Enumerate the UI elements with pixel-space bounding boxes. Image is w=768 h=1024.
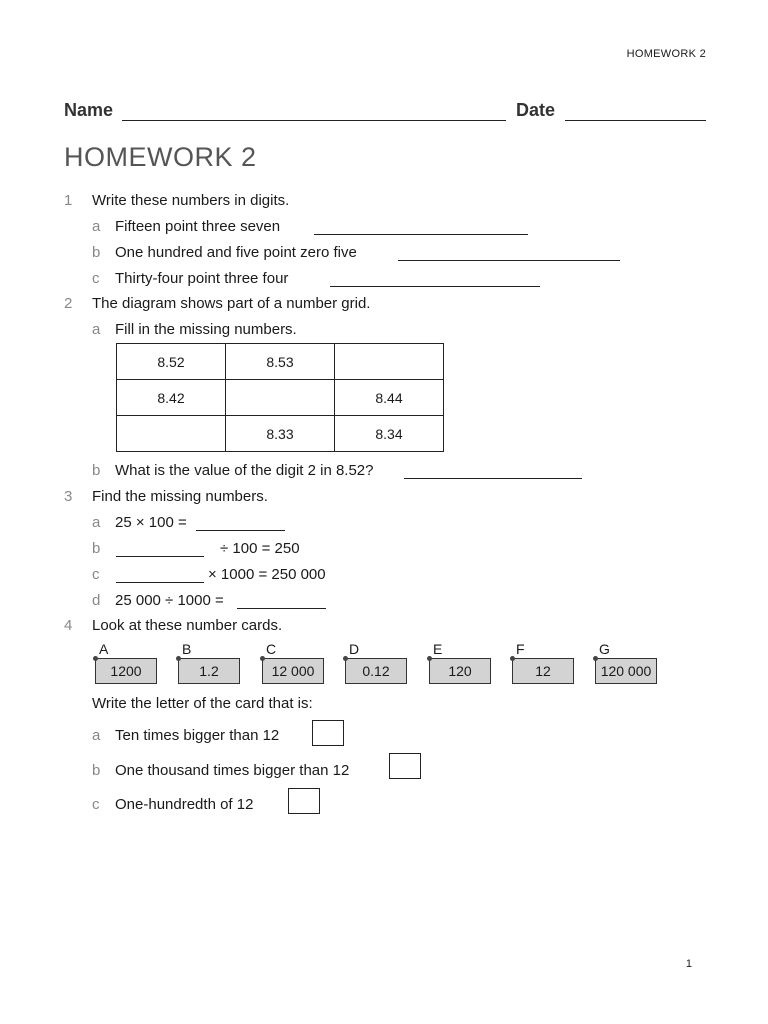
q1b-text: One hundred and five point zero five xyxy=(115,244,357,261)
page-title: HOMEWORK 2 xyxy=(64,142,257,172)
q3c-answer-line[interactable] xyxy=(116,582,204,583)
card-value: 120 xyxy=(448,663,472,679)
card-value: 120 000 xyxy=(600,663,652,679)
number-card-g xyxy=(595,658,657,684)
grid-cell: 8.44 xyxy=(335,380,444,416)
question-number-3: 3 xyxy=(64,488,73,505)
question-3-text: Find the missing numbers. xyxy=(92,488,268,505)
grid-row xyxy=(117,416,444,452)
card-value: 12 xyxy=(535,663,551,679)
q4a-text: Ten times bigger than 12 xyxy=(115,727,280,744)
q2a-letter: a xyxy=(92,321,101,338)
card-label-e: E xyxy=(433,641,443,657)
q3b-text: ÷ 100 = 250 xyxy=(220,540,300,557)
q4b-answer-box[interactable] xyxy=(389,753,421,779)
grid-cell: 8.52 xyxy=(117,344,226,380)
card-value: 12 000 xyxy=(271,663,315,679)
q1a-answer-line[interactable] xyxy=(314,234,528,235)
card-value: 1200 xyxy=(110,663,142,679)
card-label-g: G xyxy=(599,641,610,657)
card-pin xyxy=(343,656,348,661)
number-card-f xyxy=(512,658,574,684)
card-value: 1.2 xyxy=(199,663,219,679)
q1a-text: Fifteen point three seven xyxy=(115,218,281,235)
q3b-answer-line[interactable] xyxy=(116,556,204,557)
q4c-answer-box[interactable] xyxy=(288,788,320,814)
number-card-b xyxy=(178,658,240,684)
q3c-letter: c xyxy=(92,566,100,583)
number-card-a xyxy=(95,658,157,684)
q4b-text: One thousand times bigger than 12 xyxy=(115,762,350,779)
grid-cell-blank[interactable] xyxy=(335,344,444,380)
q1c-answer-line[interactable] xyxy=(330,286,540,287)
q1b-letter: b xyxy=(92,244,101,261)
question-number-1: 1 xyxy=(64,192,73,209)
grid-row xyxy=(117,344,444,380)
q1c-text: Thirty-four point three four xyxy=(115,270,289,287)
q1c-letter: c xyxy=(92,270,100,287)
name-field[interactable] xyxy=(122,120,506,121)
grid-cell-blank[interactable] xyxy=(117,416,226,452)
q3d-answer-line[interactable] xyxy=(237,608,326,609)
q1b-answer-line[interactable] xyxy=(398,260,620,261)
grid-cell: 8.34 xyxy=(335,416,444,452)
q2b-letter: b xyxy=(92,462,101,479)
q3d-letter: d xyxy=(92,592,101,609)
card-label-d: D xyxy=(349,641,360,657)
card-label-f: F xyxy=(516,641,525,657)
q4a-letter: a xyxy=(92,727,101,744)
grid-row xyxy=(117,380,444,416)
number-card-c xyxy=(262,658,324,684)
question-4-text: Look at these number cards. xyxy=(92,617,283,634)
card-pin xyxy=(93,656,98,661)
q4b-letter: b xyxy=(92,762,101,779)
card-pin xyxy=(510,656,515,661)
q3a-text: 25 × 100 = xyxy=(115,514,187,531)
question-2-text: The diagram shows part of a number grid. xyxy=(92,295,371,312)
q4-prompt: Write the letter of the card that is: xyxy=(92,695,313,712)
card-pin xyxy=(593,656,598,661)
q4a-answer-box[interactable] xyxy=(312,720,344,746)
card-value: 0.12 xyxy=(362,663,390,679)
q3d-text: 25 000 ÷ 1000 = xyxy=(115,592,224,609)
q2a-text: Fill in the missing numbers. xyxy=(115,321,297,338)
card-label-b: B xyxy=(182,641,192,657)
page-number: 1 xyxy=(685,958,692,970)
q2b-answer-line[interactable] xyxy=(404,478,582,479)
grid-cell: 8.42 xyxy=(117,380,226,416)
header-tag: HOMEWORK 2 xyxy=(626,48,706,60)
card-pin xyxy=(427,656,432,661)
q4c-text: One-hundredth of 12 xyxy=(115,796,254,813)
q3a-answer-line[interactable] xyxy=(196,530,285,531)
grid-cell-blank[interactable] xyxy=(226,380,335,416)
question-1-text: Write these numbers in digits. xyxy=(92,192,290,209)
card-label-a: A xyxy=(99,641,109,657)
q4c-letter: c xyxy=(92,796,100,813)
grid-cell: 8.53 xyxy=(226,344,335,380)
number-grid xyxy=(116,343,444,452)
name-label: Name xyxy=(64,100,114,120)
number-card-d xyxy=(345,658,407,684)
q3a-letter: a xyxy=(92,514,101,531)
card-label-c: C xyxy=(266,641,277,657)
q3b-letter: b xyxy=(92,540,101,557)
card-pin xyxy=(176,656,181,661)
q2b-text: What is the value of the digit 2 in 8.52? xyxy=(115,462,374,479)
q3c-text: × 1000 = 250 000 xyxy=(208,566,326,583)
question-number-2: 2 xyxy=(64,295,73,312)
question-number-4: 4 xyxy=(64,617,73,634)
date-field[interactable] xyxy=(565,120,706,121)
number-card-e xyxy=(429,658,491,684)
grid-cell: 8.33 xyxy=(226,416,335,452)
q1a-letter: a xyxy=(92,218,101,235)
card-pin xyxy=(260,656,265,661)
date-label: Date xyxy=(516,100,556,120)
